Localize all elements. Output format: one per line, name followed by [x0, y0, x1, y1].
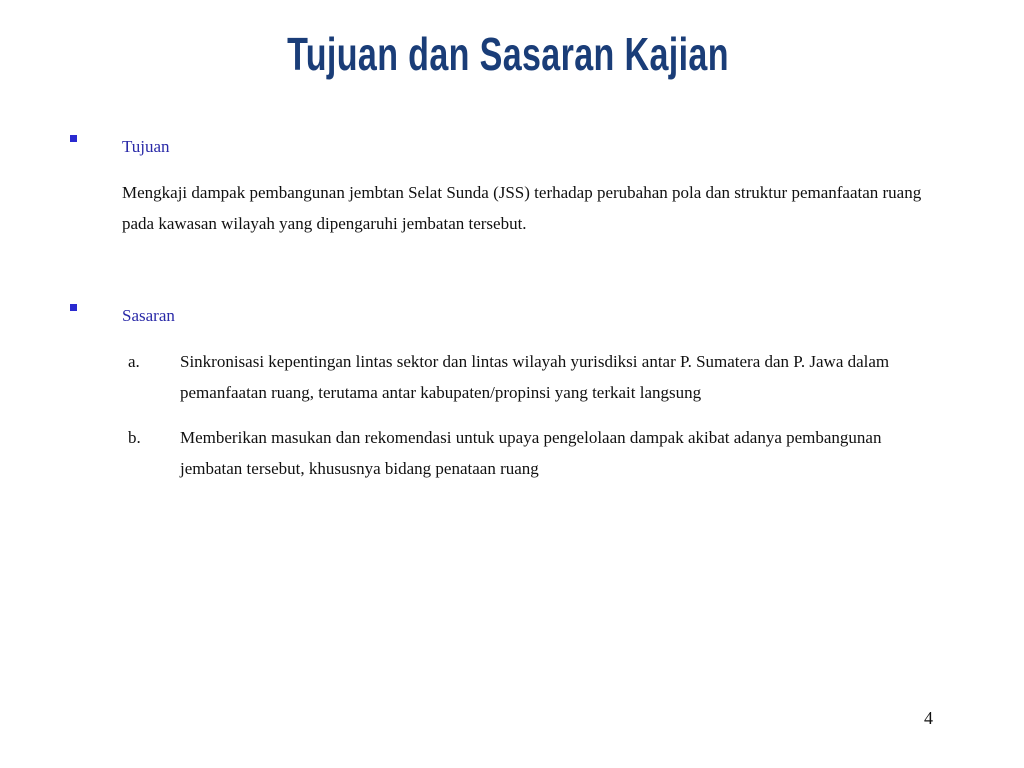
list-item — [128, 346, 948, 408]
page-number: 4 — [924, 708, 933, 728]
list-item — [128, 422, 948, 484]
list-item-text: Sinkronisasi kepentingan lintas sektor dan lintas wilayah yurisdiksi antar P. Sumatera dan P. Jawa dalam pemanfaatan ruang, terutama antar kabupaten/propinsi yang terkait langsung — [180, 352, 890, 402]
list-marker: a. — [128, 352, 140, 371]
list-marker: b. — [128, 428, 141, 447]
heading-tujuan: Tujuan — [122, 137, 170, 156]
heading-sasaran: Sasaran — [122, 306, 175, 325]
square-bullet-icon — [70, 135, 77, 142]
paragraph-tujuan: Mengkaji dampak pembangunan jembtan Selat Sunda (JSS) terhadap perubahan pola dan struktur pemanfaatan ruang pada kawasan wilayah yang dipengaruhi jembatan tersebut. — [122, 183, 922, 233]
list-item-text: Memberikan masukan dan rekomendasi untuk upaya pengelolaan dampak akibat adanya pembangunan jembatan tersebut, khususnya bidang penataan ruang — [180, 428, 882, 478]
square-bullet-icon — [70, 304, 77, 311]
slide-title: Tujuan dan Sasaran Kajian — [287, 28, 729, 80]
bullet-sasaran — [70, 308, 77, 311]
bullet-tujuan — [70, 139, 77, 142]
